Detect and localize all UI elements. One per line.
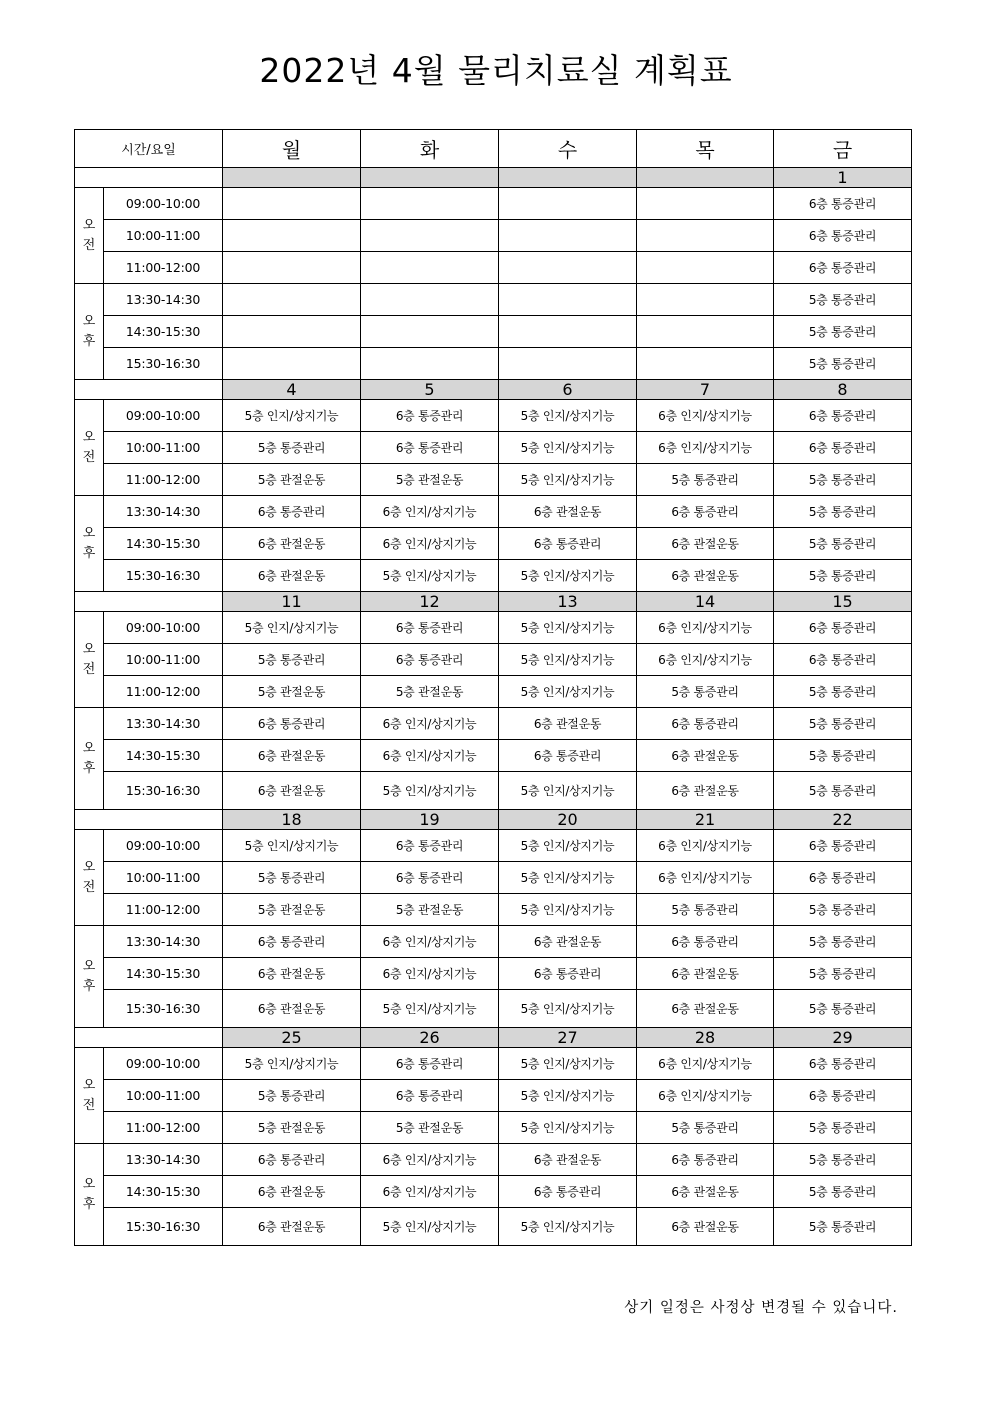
activity-cell: 5층 통증관리 (774, 926, 912, 958)
activity-cell: 5층 통증관리 (223, 432, 361, 464)
time-slot-label: 13:30-14:30 (104, 926, 223, 958)
activity-cell: 6층 인지/상지기능 (361, 740, 499, 772)
activity-cell: 5층 통증관리 (774, 528, 912, 560)
activity-cell: 6층 통증관리 (223, 926, 361, 958)
time-slot-row (75, 894, 912, 926)
activity-cell: 6층 인지/상지기능 (637, 1080, 774, 1112)
time-slot-row (75, 612, 912, 644)
activity-cell: 5층 인지/상지기능 (361, 772, 499, 810)
activity-cell: 5층 인지/상지기능 (499, 612, 637, 644)
activity-cell: 5층 관절운동 (223, 676, 361, 708)
afternoon-label: 오 후 (75, 496, 104, 592)
time-slot-row (75, 740, 912, 772)
weekday-header: 목 (637, 130, 774, 168)
time-slot-row (75, 830, 912, 862)
activity-cell: 5층 관절운동 (361, 894, 499, 926)
activity-cell: 5층 인지/상지기능 (499, 464, 637, 496)
activity-cell (499, 188, 637, 220)
activity-cell: 5층 인지/상지기능 (223, 612, 361, 644)
activity-cell: 6층 통증관리 (774, 432, 912, 464)
time-slot-label: 13:30-14:30 (104, 708, 223, 740)
page-title: 2022년 4월 물리치료실 계획표 (259, 51, 733, 90)
activity-cell: 6층 통증관리 (637, 708, 774, 740)
activity-cell (223, 284, 361, 316)
activity-cell: 6층 통증관리 (774, 612, 912, 644)
activity-cell: 5층 관절운동 (361, 464, 499, 496)
time-slot-row (75, 1080, 912, 1112)
time-slot-label: 11:00-12:00 (104, 252, 223, 284)
time-day-corner-label: 시간/요일 (75, 130, 223, 168)
time-slot-label: 14:30-15:30 (104, 740, 223, 772)
activity-cell (223, 188, 361, 220)
time-slot-label: 11:00-12:00 (104, 1112, 223, 1144)
time-slot-row (75, 676, 912, 708)
activity-cell: 5층 통증관리 (774, 1176, 912, 1208)
afternoon-label: 오 후 (75, 708, 104, 810)
weekday-header: 금 (774, 130, 912, 168)
activity-cell (361, 220, 499, 252)
activity-cell: 6층 관절운동 (637, 1208, 774, 1246)
activity-cell: 6층 관절운동 (499, 926, 637, 958)
date-cell (361, 168, 499, 188)
activity-cell: 5층 인지/상지기능 (499, 1080, 637, 1112)
date-cell: 27 (499, 1028, 637, 1048)
activity-cell (637, 316, 774, 348)
morning-label: 오 전 (75, 1048, 104, 1144)
time-slot-label: 14:30-15:30 (104, 528, 223, 560)
activity-cell: 6층 관절운동 (223, 1208, 361, 1246)
activity-cell: 6층 통증관리 (361, 862, 499, 894)
activity-cell: 6층 통증관리 (499, 528, 637, 560)
activity-cell (637, 284, 774, 316)
activity-cell: 5층 인지/상지기능 (499, 676, 637, 708)
activity-cell: 6층 통증관리 (223, 496, 361, 528)
activity-cell: 6층 통증관리 (361, 400, 499, 432)
time-slot-label: 11:00-12:00 (104, 464, 223, 496)
date-cell: 7 (637, 380, 774, 400)
morning-label: 오 전 (75, 830, 104, 926)
activity-cell (499, 284, 637, 316)
morning-label: 오 전 (75, 612, 104, 708)
activity-cell: 5층 통증관리 (774, 348, 912, 380)
activity-cell: 5층 관절운동 (223, 464, 361, 496)
activity-cell: 5층 통증관리 (223, 644, 361, 676)
time-slot-row (75, 284, 912, 316)
activity-cell: 5층 관절운동 (361, 1112, 499, 1144)
activity-cell: 5층 통증관리 (774, 772, 912, 810)
activity-cell: 6층 통증관리 (774, 252, 912, 284)
activity-cell: 5층 인지/상지기능 (499, 862, 637, 894)
time-slot-label: 10:00-11:00 (104, 432, 223, 464)
activity-cell (223, 252, 361, 284)
date-cell: 18 (223, 810, 361, 830)
activity-cell: 6층 인지/상지기능 (361, 1144, 499, 1176)
time-slot-row (75, 464, 912, 496)
time-slot-label: 14:30-15:30 (104, 1176, 223, 1208)
time-slot-label: 13:30-14:30 (104, 1144, 223, 1176)
activity-cell: 6층 통증관리 (774, 830, 912, 862)
time-slot-row (75, 188, 912, 220)
activity-cell: 6층 관절운동 (223, 740, 361, 772)
time-slot-label: 15:30-16:30 (104, 348, 223, 380)
activity-cell (361, 348, 499, 380)
date-cell: 6 (499, 380, 637, 400)
activity-cell (223, 220, 361, 252)
time-slot-label: 13:30-14:30 (104, 284, 223, 316)
afternoon-label: 오 후 (75, 926, 104, 1028)
time-slot-label: 15:30-16:30 (104, 560, 223, 592)
activity-cell: 6층 인지/상지기능 (637, 612, 774, 644)
time-slot-row (75, 708, 912, 740)
activity-cell: 6층 인지/상지기능 (637, 400, 774, 432)
time-slot-row (75, 400, 912, 432)
time-slot-row (75, 1048, 912, 1080)
time-slot-row (75, 1144, 912, 1176)
activity-cell (637, 188, 774, 220)
activity-cell: 6층 관절운동 (499, 1144, 637, 1176)
activity-cell: 6층 관절운동 (637, 1176, 774, 1208)
time-slot-row (75, 348, 912, 380)
time-slot-row (75, 990, 912, 1028)
activity-cell: 6층 인지/상지기능 (637, 862, 774, 894)
activity-cell (499, 316, 637, 348)
date-row (75, 592, 912, 612)
time-slot-row (75, 220, 912, 252)
date-cell: 25 (223, 1028, 361, 1048)
date-cell: 5 (361, 380, 499, 400)
date-cell (223, 168, 361, 188)
date-cell: 29 (774, 1028, 912, 1048)
activity-cell: 5층 인지/상지기능 (361, 560, 499, 592)
activity-cell (637, 348, 774, 380)
time-slot-label: 10:00-11:00 (104, 862, 223, 894)
activity-cell: 5층 통증관리 (774, 1208, 912, 1246)
schedule-table (74, 129, 912, 1246)
activity-cell: 6층 관절운동 (223, 958, 361, 990)
activity-cell: 6층 통증관리 (499, 740, 637, 772)
activity-cell: 5층 통증관리 (774, 316, 912, 348)
time-slot-row (75, 958, 912, 990)
activity-cell: 6층 인지/상지기능 (361, 926, 499, 958)
schedule-change-note: 상기 일정은 사정상 변경될 수 있습니다. (624, 1300, 898, 1316)
activity-cell (499, 348, 637, 380)
activity-cell: 6층 통증관리 (774, 1048, 912, 1080)
activity-cell: 6층 관절운동 (499, 708, 637, 740)
time-slot-row (75, 1176, 912, 1208)
date-cell (637, 168, 774, 188)
activity-cell: 6층 통증관리 (499, 1176, 637, 1208)
activity-cell: 5층 통증관리 (774, 496, 912, 528)
schedule-body (75, 168, 912, 1246)
time-slot-label: 13:30-14:30 (104, 496, 223, 528)
time-slot-label: 14:30-15:30 (104, 958, 223, 990)
activity-cell (361, 188, 499, 220)
activity-cell: 6층 통증관리 (637, 1144, 774, 1176)
time-slot-row (75, 772, 912, 810)
activity-cell: 5층 통증관리 (637, 464, 774, 496)
activity-cell: 6층 통증관리 (499, 958, 637, 990)
date-cell: 22 (774, 810, 912, 830)
activity-cell: 6층 통증관리 (361, 612, 499, 644)
activity-cell: 5층 통증관리 (774, 708, 912, 740)
date-cell: 21 (637, 810, 774, 830)
time-slot-row (75, 560, 912, 592)
activity-cell: 5층 인지/상지기능 (499, 1048, 637, 1080)
activity-cell: 5층 관절운동 (223, 894, 361, 926)
time-slot-label: 09:00-10:00 (104, 188, 223, 220)
activity-cell: 5층 인지/상지기능 (223, 400, 361, 432)
activity-cell: 6층 인지/상지기능 (637, 830, 774, 862)
activity-cell: 6층 관절운동 (223, 560, 361, 592)
activity-cell (499, 220, 637, 252)
activity-cell: 6층 인지/상지기능 (637, 644, 774, 676)
date-row (75, 380, 912, 400)
time-slot-label: 11:00-12:00 (104, 676, 223, 708)
activity-cell: 6층 관절운동 (637, 740, 774, 772)
activity-cell: 5층 인지/상지기능 (499, 1208, 637, 1246)
afternoon-label: 오 후 (75, 1144, 104, 1246)
date-cell: 13 (499, 592, 637, 612)
activity-cell: 5층 통증관리 (223, 862, 361, 894)
activity-cell: 6층 관절운동 (499, 496, 637, 528)
time-slot-label: 09:00-10:00 (104, 400, 223, 432)
date-cell: 20 (499, 810, 637, 830)
morning-label: 오 전 (75, 188, 104, 284)
activity-cell (223, 316, 361, 348)
activity-cell: 6층 통증관리 (637, 926, 774, 958)
activity-cell: 6층 통증관리 (774, 400, 912, 432)
activity-cell: 6층 인지/상지기능 (637, 432, 774, 464)
activity-cell: 6층 관절운동 (223, 528, 361, 560)
activity-cell: 5층 통증관리 (223, 1080, 361, 1112)
date-row-spacer (75, 1028, 223, 1048)
time-slot-label: 09:00-10:00 (104, 1048, 223, 1080)
activity-cell (637, 252, 774, 284)
activity-cell (223, 348, 361, 380)
activity-cell: 6층 인지/상지기능 (361, 528, 499, 560)
activity-cell: 5층 관절운동 (361, 676, 499, 708)
activity-cell: 6층 인지/상지기능 (361, 708, 499, 740)
activity-cell: 6층 통증관리 (361, 1080, 499, 1112)
date-cell: 1 (774, 168, 912, 188)
date-cell: 4 (223, 380, 361, 400)
date-cell: 19 (361, 810, 499, 830)
activity-cell: 5층 인지/상지기능 (361, 990, 499, 1028)
activity-cell: 6층 통증관리 (223, 1144, 361, 1176)
date-row (75, 810, 912, 830)
weekday-header: 수 (499, 130, 637, 168)
time-slot-row (75, 926, 912, 958)
time-slot-row (75, 1208, 912, 1246)
activity-cell: 5층 통증관리 (774, 990, 912, 1028)
date-cell: 28 (637, 1028, 774, 1048)
activity-cell: 5층 통증관리 (774, 740, 912, 772)
activity-cell: 5층 통증관리 (774, 284, 912, 316)
activity-cell: 6층 통증관리 (361, 432, 499, 464)
date-cell: 14 (637, 592, 774, 612)
weekday-header-row (75, 130, 912, 168)
activity-cell: 5층 통증관리 (637, 894, 774, 926)
activity-cell: 5층 통증관리 (637, 1112, 774, 1144)
date-cell (499, 168, 637, 188)
activity-cell: 5층 인지/상지기능 (223, 1048, 361, 1080)
activity-cell: 5층 인지/상지기능 (223, 830, 361, 862)
date-cell: 8 (774, 380, 912, 400)
activity-cell: 5층 인지/상지기능 (499, 400, 637, 432)
time-slot-label: 11:00-12:00 (104, 894, 223, 926)
weekday-header: 월 (223, 130, 361, 168)
time-slot-row (75, 528, 912, 560)
time-slot-label: 10:00-11:00 (104, 220, 223, 252)
time-slot-label: 15:30-16:30 (104, 990, 223, 1028)
activity-cell (361, 284, 499, 316)
activity-cell: 5층 통증관리 (774, 560, 912, 592)
activity-cell (637, 220, 774, 252)
activity-cell (361, 252, 499, 284)
activity-cell: 6층 인지/상지기능 (361, 1176, 499, 1208)
activity-cell: 5층 관절운동 (223, 1112, 361, 1144)
activity-cell (499, 252, 637, 284)
time-slot-row (75, 862, 912, 894)
activity-cell: 5층 인지/상지기능 (361, 1208, 499, 1246)
date-cell: 15 (774, 592, 912, 612)
time-slot-row (75, 432, 912, 464)
time-slot-row (75, 1112, 912, 1144)
afternoon-label: 오 후 (75, 284, 104, 380)
date-row-spacer (75, 810, 223, 830)
activity-cell: 5층 인지/상지기능 (499, 990, 637, 1028)
activity-cell: 6층 관절운동 (637, 990, 774, 1028)
time-slot-label: 09:00-10:00 (104, 830, 223, 862)
date-row-spacer (75, 592, 223, 612)
activity-cell: 6층 통증관리 (361, 830, 499, 862)
time-slot-label: 14:30-15:30 (104, 316, 223, 348)
activity-cell: 6층 통증관리 (361, 644, 499, 676)
activity-cell: 5층 인지/상지기능 (499, 830, 637, 862)
date-row (75, 168, 912, 188)
activity-cell: 6층 통증관리 (637, 496, 774, 528)
date-cell: 12 (361, 592, 499, 612)
activity-cell: 6층 통증관리 (361, 1048, 499, 1080)
activity-cell: 6층 인지/상지기능 (361, 958, 499, 990)
date-row (75, 1028, 912, 1048)
time-slot-row (75, 316, 912, 348)
time-slot-label: 09:00-10:00 (104, 612, 223, 644)
activity-cell: 5층 인지/상지기능 (499, 560, 637, 592)
time-slot-label: 10:00-11:00 (104, 1080, 223, 1112)
morning-label: 오 전 (75, 400, 104, 496)
time-slot-label: 15:30-16:30 (104, 1208, 223, 1246)
time-slot-row (75, 644, 912, 676)
date-row-spacer (75, 168, 223, 188)
activity-cell: 6층 통증관리 (223, 708, 361, 740)
activity-cell: 6층 인지/상지기능 (637, 1048, 774, 1080)
activity-cell: 5층 통증관리 (637, 676, 774, 708)
activity-cell: 6층 관절운동 (223, 990, 361, 1028)
time-slot-label: 10:00-11:00 (104, 644, 223, 676)
activity-cell: 6층 통증관리 (774, 220, 912, 252)
activity-cell: 5층 인지/상지기능 (499, 1112, 637, 1144)
activity-cell: 5층 통증관리 (774, 958, 912, 990)
time-slot-label: 15:30-16:30 (104, 772, 223, 810)
activity-cell: 6층 인지/상지기능 (361, 496, 499, 528)
activity-cell: 6층 통증관리 (774, 1080, 912, 1112)
activity-cell: 6층 관절운동 (223, 1176, 361, 1208)
activity-cell: 6층 통증관리 (774, 188, 912, 220)
date-row-spacer (75, 380, 223, 400)
activity-cell: 5층 통증관리 (774, 894, 912, 926)
activity-cell: 6층 통증관리 (774, 644, 912, 676)
activity-cell: 5층 통증관리 (774, 464, 912, 496)
activity-cell: 5층 인지/상지기능 (499, 644, 637, 676)
activity-cell: 5층 인지/상지기능 (499, 894, 637, 926)
activity-cell: 5층 인지/상지기능 (499, 772, 637, 810)
activity-cell (361, 316, 499, 348)
date-cell: 11 (223, 592, 361, 612)
activity-cell: 6층 통증관리 (774, 862, 912, 894)
activity-cell: 6층 관절운동 (637, 958, 774, 990)
activity-cell: 6층 관절운동 (637, 528, 774, 560)
activity-cell: 5층 인지/상지기능 (499, 432, 637, 464)
weekday-header: 화 (361, 130, 499, 168)
activity-cell: 6층 관절운동 (637, 560, 774, 592)
activity-cell: 5층 통증관리 (774, 1112, 912, 1144)
time-slot-row (75, 252, 912, 284)
activity-cell: 5층 통증관리 (774, 676, 912, 708)
activity-cell: 5층 통증관리 (774, 1144, 912, 1176)
activity-cell: 6층 관절운동 (223, 772, 361, 810)
activity-cell: 6층 관절운동 (637, 772, 774, 810)
date-cell: 26 (361, 1028, 499, 1048)
time-slot-row (75, 496, 912, 528)
